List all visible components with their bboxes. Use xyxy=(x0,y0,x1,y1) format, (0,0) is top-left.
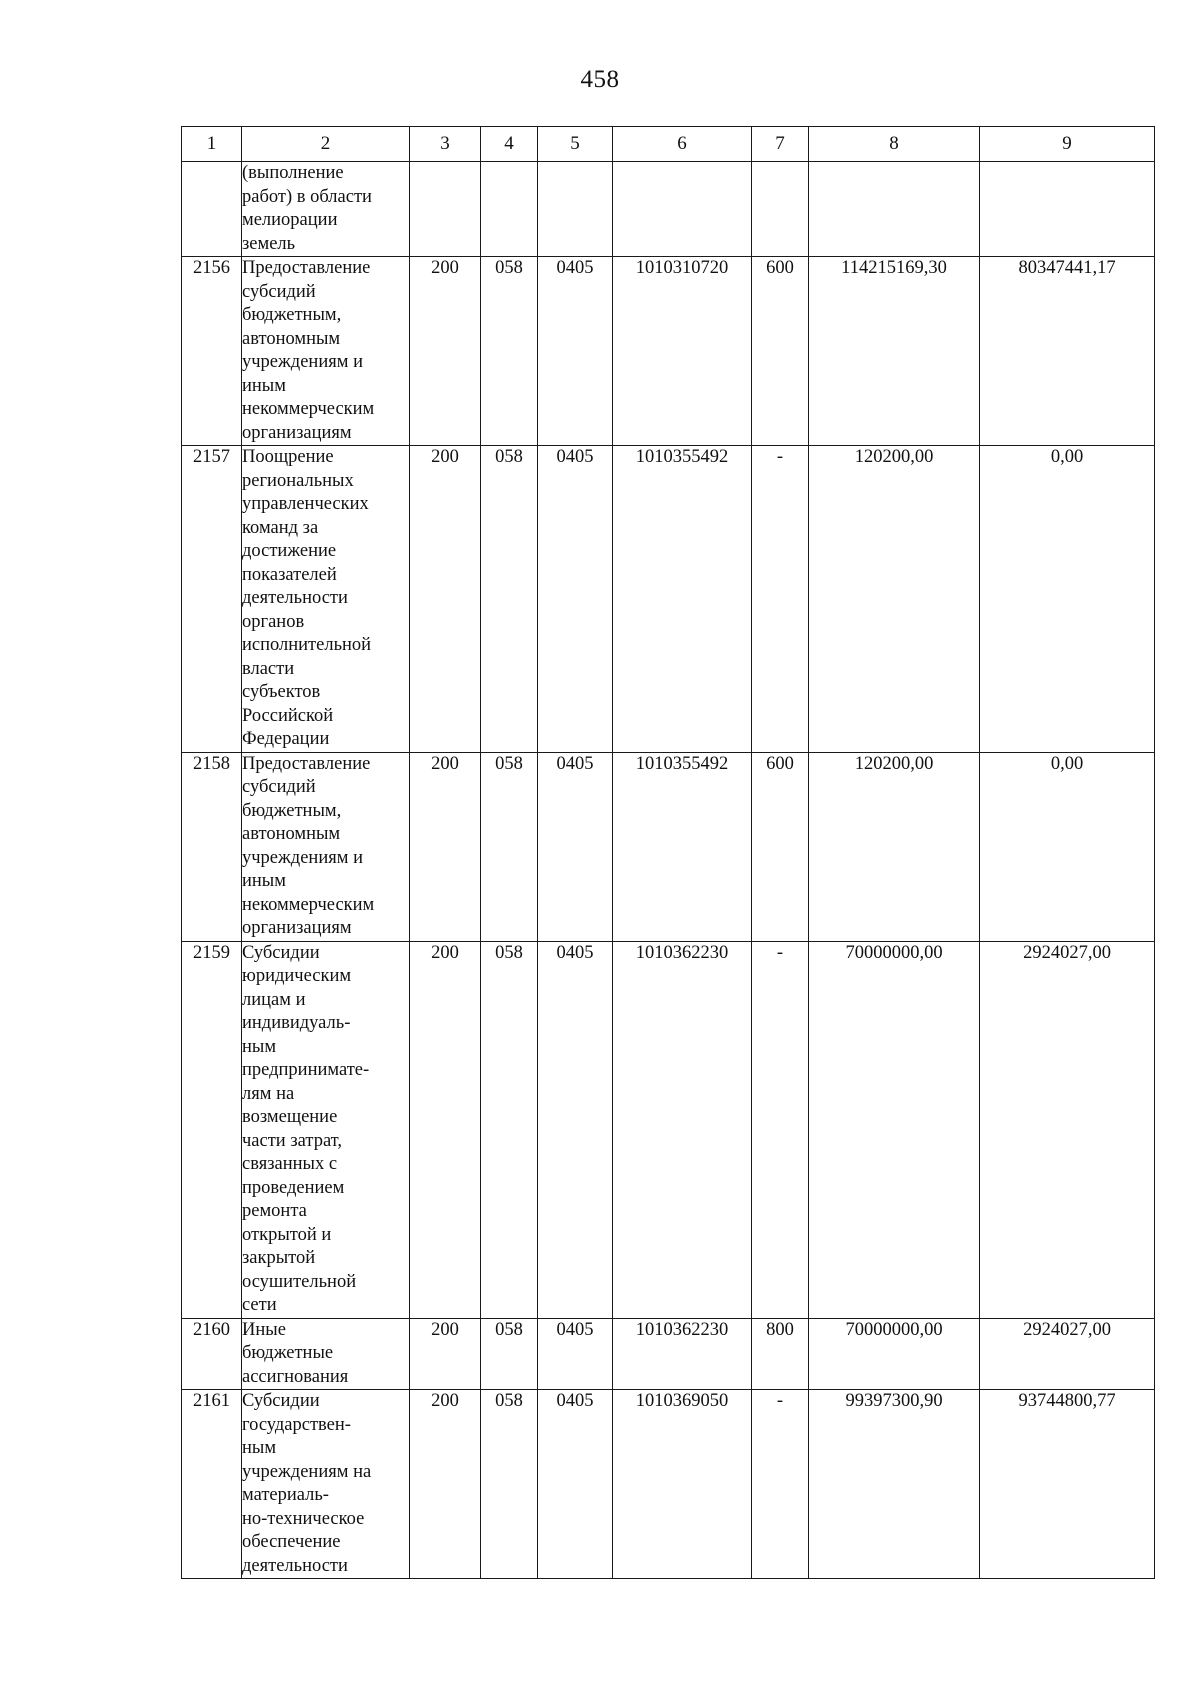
description-line: (выполнение xyxy=(242,163,344,183)
table-row xyxy=(182,941,1155,1318)
description-line: учреждениям и xyxy=(242,352,363,372)
description-line: деятельности xyxy=(242,588,348,608)
description-line: связанных с xyxy=(242,1154,338,1174)
description-line: индивидуаль- xyxy=(242,1013,351,1033)
row-number: 2161 xyxy=(182,1390,242,1579)
executed-amount: 80347441,17 xyxy=(980,257,1155,446)
description-line: Поощрение xyxy=(242,447,334,467)
description-line: ремонта xyxy=(242,1201,307,1221)
target-article-code: 1010310720 xyxy=(613,257,752,446)
section-code: 0405 xyxy=(538,941,613,1318)
expense-type-code: - xyxy=(752,1390,809,1579)
description-line: Предоставление xyxy=(242,258,371,278)
description-line: но-техническое xyxy=(242,1508,365,1529)
description-line: осушительной xyxy=(242,1271,357,1292)
description-line: Субсидии xyxy=(242,1391,320,1411)
description-line: команд за xyxy=(242,517,319,538)
table-row xyxy=(182,1318,1155,1390)
header-row xyxy=(182,127,1155,162)
description-line: иным xyxy=(242,375,286,396)
description-line: органов xyxy=(242,611,305,632)
description-line: автономным xyxy=(242,328,341,349)
description-line: некоммерческим xyxy=(242,399,375,419)
row-description xyxy=(242,162,410,257)
column-header: 5 xyxy=(538,127,613,162)
target-article-code: 1010369050 xyxy=(613,1390,752,1579)
department-code: 058 xyxy=(481,941,538,1318)
planned-amount: 120200,00 xyxy=(809,446,980,753)
section-code: 0405 xyxy=(538,446,613,753)
ministry-code: 200 xyxy=(410,941,481,1318)
description-line: ным xyxy=(242,1036,277,1057)
description-line: организациям xyxy=(242,422,352,443)
description-line: показателей xyxy=(242,564,337,585)
ministry-code xyxy=(410,162,481,257)
section-code: 0405 xyxy=(538,1318,613,1390)
table-row xyxy=(182,752,1155,941)
department-code xyxy=(481,162,538,257)
description-line: бюджетные xyxy=(242,1343,334,1363)
description-line: мелиорации xyxy=(242,210,338,230)
column-header: 9 xyxy=(980,127,1155,162)
executed-amount: 0,00 xyxy=(980,446,1155,753)
table-row xyxy=(182,162,1155,257)
description-line: субъектов xyxy=(242,682,321,702)
executed-amount: 2924027,00 xyxy=(980,1318,1155,1390)
description-line: предпринимате- xyxy=(242,1060,370,1080)
ministry-code: 200 xyxy=(410,1318,481,1390)
section-code: 0405 xyxy=(538,257,613,446)
row-description xyxy=(242,257,410,446)
description-line: Субсидии xyxy=(242,942,320,963)
budget-table xyxy=(181,126,1155,1579)
target-article-code: 1010362230 xyxy=(613,1318,752,1390)
description-line: организациям xyxy=(242,918,352,938)
description-line: Российской xyxy=(242,705,334,726)
description-line: бюджетным, xyxy=(242,800,342,821)
description-line: учреждениям и xyxy=(242,847,363,868)
target-article-code xyxy=(613,162,752,257)
description-line: лицам и xyxy=(242,989,306,1010)
description-line: земель xyxy=(242,233,296,254)
column-header: 6 xyxy=(613,127,752,162)
description-line: ассигнования xyxy=(242,1366,349,1387)
ministry-code: 200 xyxy=(410,446,481,753)
section-code: 0405 xyxy=(538,752,613,941)
row-description xyxy=(242,752,410,941)
row-number: 2157 xyxy=(182,446,242,753)
description-line: материаль- xyxy=(242,1485,329,1505)
ministry-code: 200 xyxy=(410,1390,481,1579)
description-line: открытой и xyxy=(242,1224,332,1245)
planned-amount: 99397300,90 xyxy=(809,1390,980,1579)
table-body xyxy=(182,162,1155,1579)
ministry-code: 200 xyxy=(410,752,481,941)
description-line: субсидий xyxy=(242,281,316,302)
target-article-code: 1010355492 xyxy=(613,446,752,753)
description-line: обеспечение xyxy=(242,1532,341,1552)
description-line: сети xyxy=(242,1295,277,1315)
expense-type-code: - xyxy=(752,446,809,753)
column-header: 3 xyxy=(410,127,481,162)
section-code: 0405 xyxy=(538,1390,613,1579)
department-code: 058 xyxy=(481,1318,538,1390)
description-line: лям на xyxy=(242,1083,295,1104)
row-number: 2159 xyxy=(182,941,242,1318)
table-row xyxy=(182,1390,1155,1579)
section-code xyxy=(538,162,613,257)
description-line: управленческих xyxy=(242,494,369,514)
description-line: возмещение xyxy=(242,1107,338,1127)
row-description xyxy=(242,941,410,1318)
row-number: 2160 xyxy=(182,1318,242,1390)
description-line: бюджетным, xyxy=(242,305,342,325)
department-code: 058 xyxy=(481,1390,538,1579)
description-line: некоммерческим xyxy=(242,894,375,915)
ministry-code: 200 xyxy=(410,257,481,446)
column-header: 1 xyxy=(182,127,242,162)
row-description xyxy=(242,446,410,753)
executed-amount: 93744800,77 xyxy=(980,1390,1155,1579)
column-header: 2 xyxy=(242,127,410,162)
expense-type-code: 600 xyxy=(752,257,809,446)
department-code: 058 xyxy=(481,257,538,446)
planned-amount: 114215169,30 xyxy=(809,257,980,446)
description-line: Иные xyxy=(242,1319,286,1340)
row-description xyxy=(242,1390,410,1579)
description-line: юридическим xyxy=(242,966,352,986)
description-line: региональных xyxy=(242,470,354,491)
description-line: государствен- xyxy=(242,1414,351,1435)
row-number xyxy=(182,162,242,257)
department-code: 058 xyxy=(481,446,538,753)
planned-amount xyxy=(809,162,980,257)
description-line: субсидий xyxy=(242,777,316,797)
description-line: исполнительной xyxy=(242,635,372,655)
expense-type-code: - xyxy=(752,941,809,1318)
description-line: власти xyxy=(242,658,295,679)
column-header: 7 xyxy=(752,127,809,162)
row-number: 2156 xyxy=(182,257,242,446)
planned-amount: 120200,00 xyxy=(809,752,980,941)
description-line: достижение xyxy=(242,541,337,561)
page-number: 458 xyxy=(580,66,620,93)
planned-amount: 70000000,00 xyxy=(809,1318,980,1390)
description-line: Федерации xyxy=(242,729,330,749)
description-line: проведением xyxy=(242,1177,345,1198)
expense-type-code xyxy=(752,162,809,257)
expense-type-code: 600 xyxy=(752,752,809,941)
description-line: иным xyxy=(242,871,286,891)
table-row xyxy=(182,257,1155,446)
description-line: деятельности xyxy=(242,1555,348,1576)
description-line: Предоставление xyxy=(242,753,371,774)
target-article-code: 1010355492 xyxy=(613,752,752,941)
description-line: части затрат, xyxy=(242,1130,342,1151)
table-row xyxy=(182,446,1155,753)
description-line: автономным xyxy=(242,824,341,844)
description-line: закрытой xyxy=(242,1248,316,1268)
planned-amount: 70000000,00 xyxy=(809,941,980,1318)
column-header: 8 xyxy=(809,127,980,162)
description-line: ным xyxy=(242,1438,277,1458)
column-header: 4 xyxy=(481,127,538,162)
executed-amount xyxy=(980,162,1155,257)
executed-amount: 0,00 xyxy=(980,752,1155,941)
department-code: 058 xyxy=(481,752,538,941)
description-line: работ) в области xyxy=(242,186,372,207)
row-number: 2158 xyxy=(182,752,242,941)
expense-type-code: 800 xyxy=(752,1318,809,1390)
executed-amount: 2924027,00 xyxy=(980,941,1155,1318)
target-article-code: 1010362230 xyxy=(613,941,752,1318)
row-description xyxy=(242,1318,410,1390)
description-line: учреждениям на xyxy=(242,1461,372,1482)
